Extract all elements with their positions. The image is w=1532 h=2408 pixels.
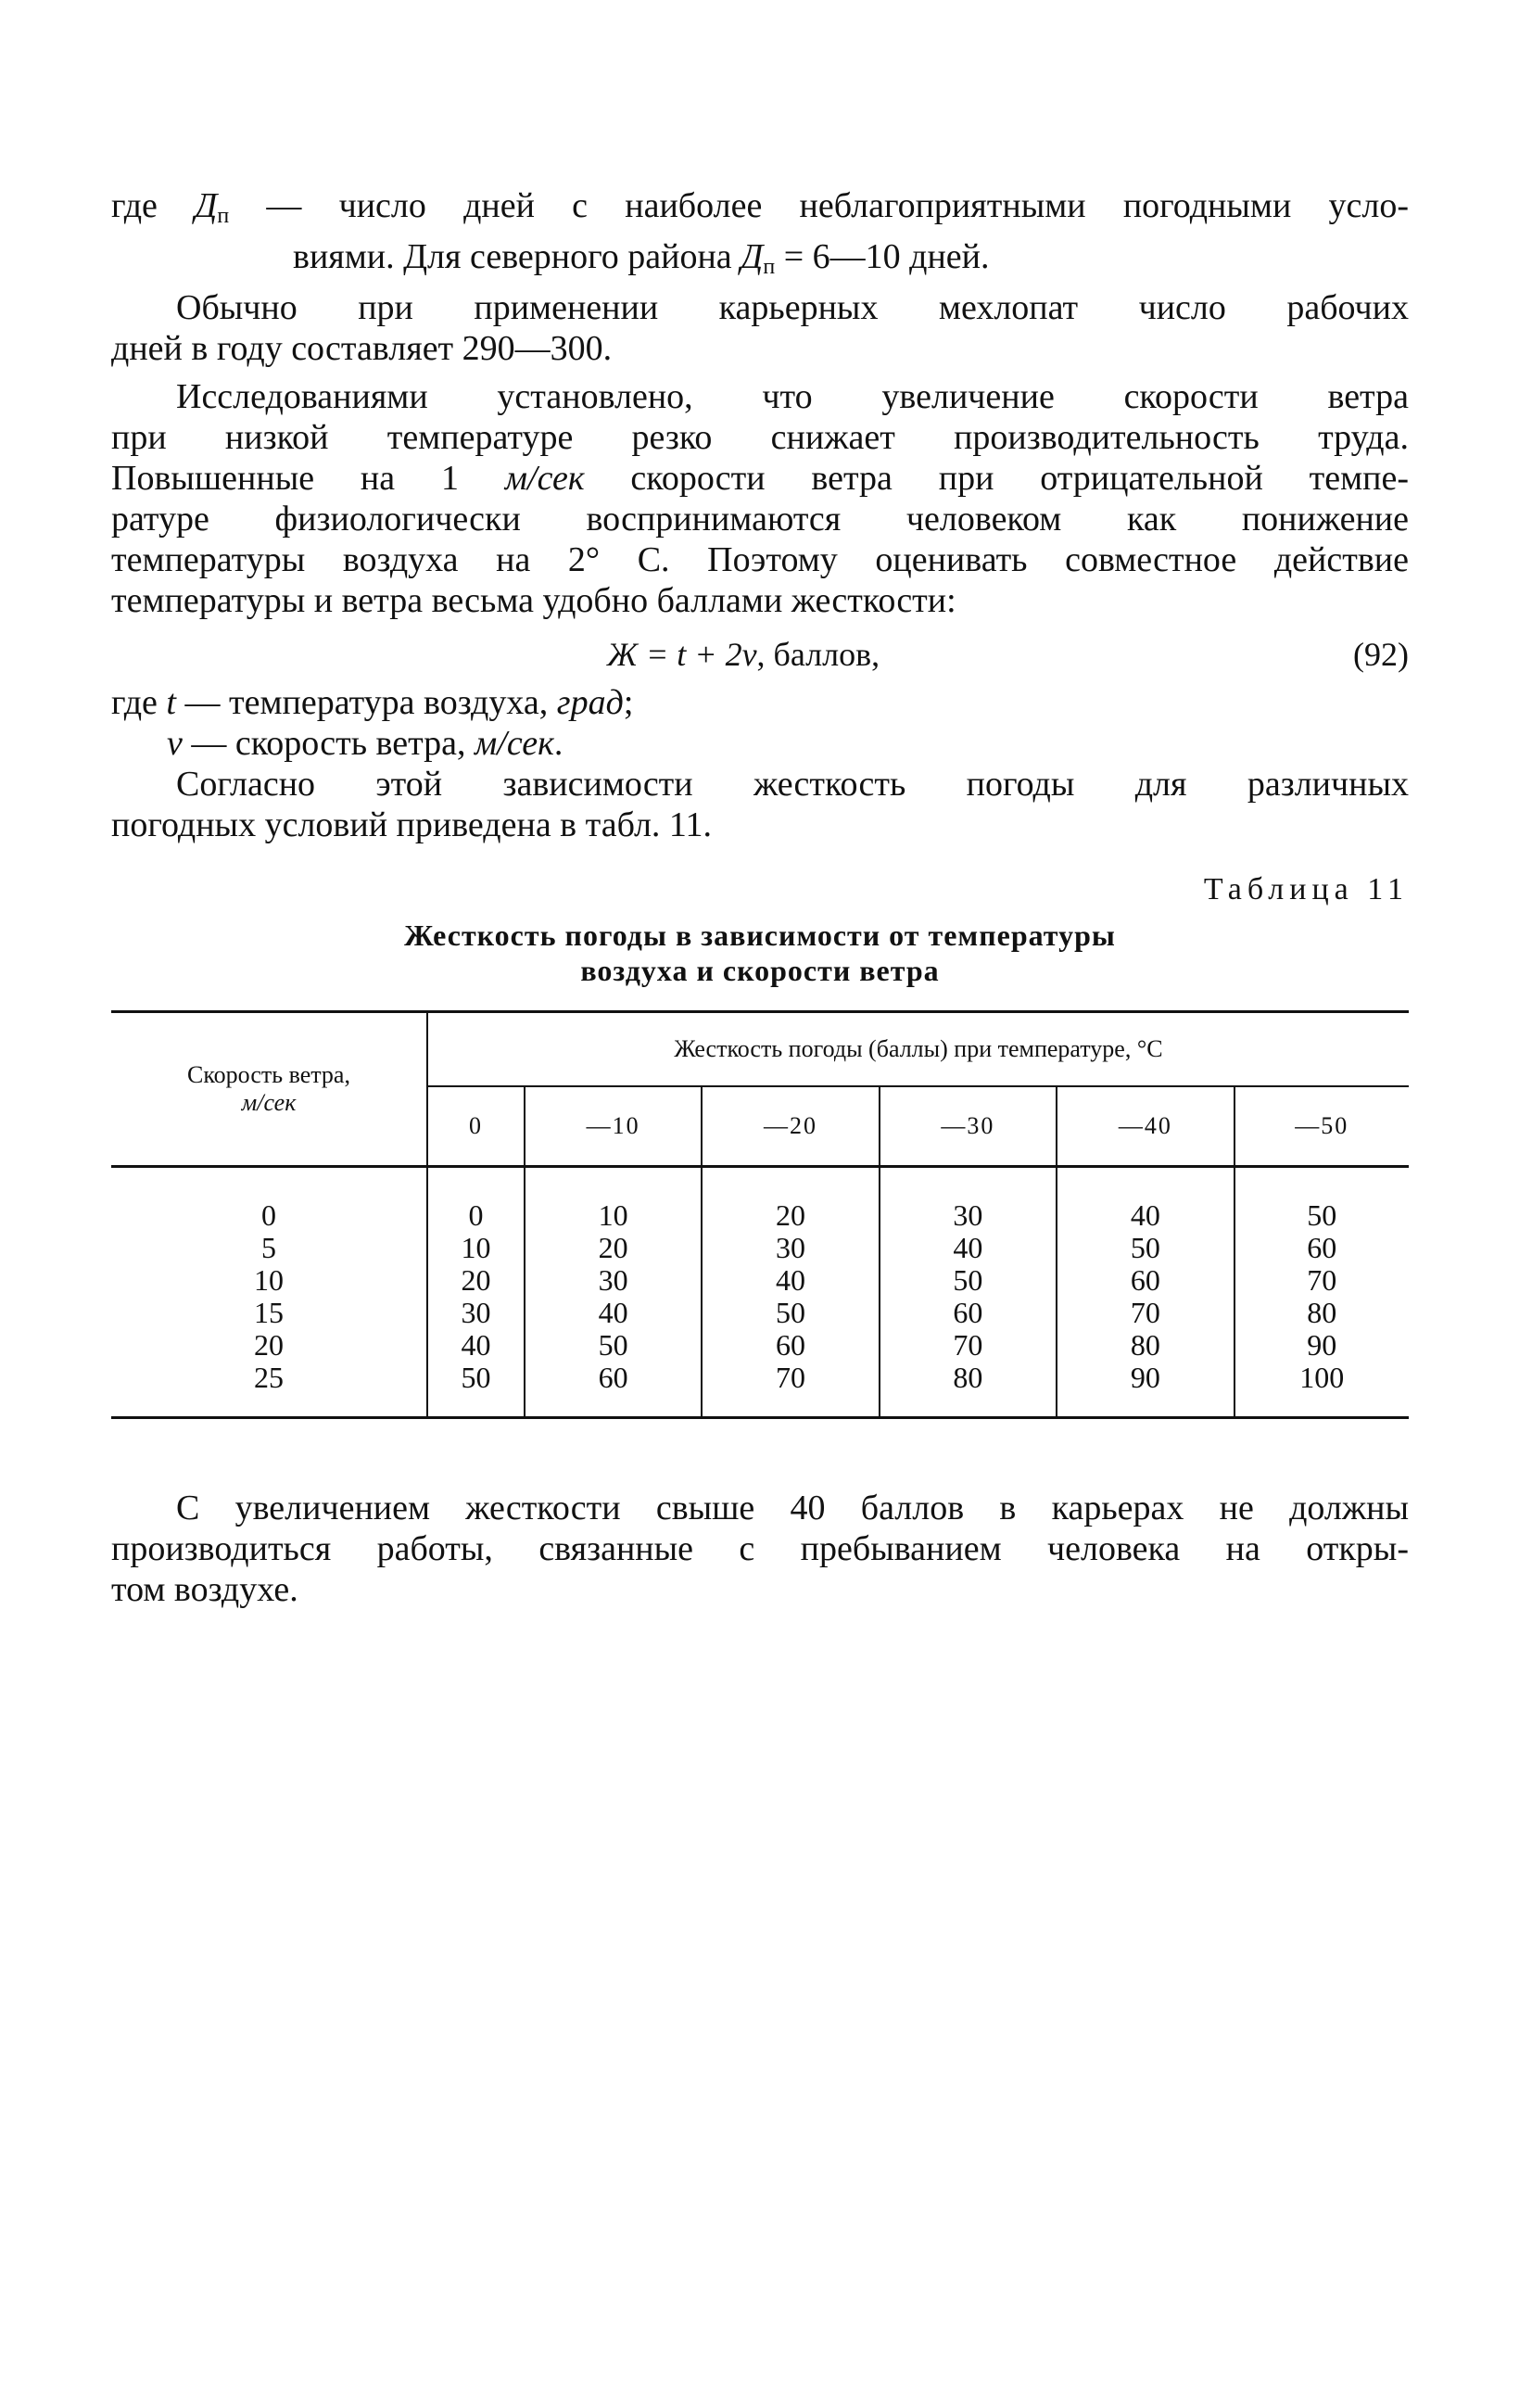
dp-definition-line1 [111, 185, 1409, 236]
table-row [111, 1329, 1409, 1362]
table-cell: 30 [525, 1264, 702, 1297]
table-cell: 80 [1307, 1296, 1337, 1329]
dp-symbol: $Д_п$ [195, 186, 230, 228]
table-cell: 40 [427, 1329, 525, 1362]
paragraph-2-line1: Обычно при применении карьерных мехлопат число рабочих [176, 288, 1409, 327]
paragraph-3-line6: температуры и ветра весьма удобно баллами жесткости: [111, 581, 956, 620]
cell-speed: 20 [111, 1329, 427, 1362]
table-cell: 80 [1057, 1329, 1234, 1362]
cell-speed: 25 [111, 1362, 427, 1418]
cell-speed: 10 [111, 1264, 427, 1297]
table-row [111, 1264, 1409, 1297]
where-t-line: где t — температура воздуха, град; [111, 683, 634, 722]
table-cell: 40 [525, 1297, 702, 1329]
text-fragment: = 6—10 дней. [775, 237, 990, 276]
table-cell: 60 [702, 1329, 879, 1362]
table-cell: 70 [702, 1362, 879, 1418]
cell-speed: 15 [111, 1297, 427, 1329]
table-cell: 20 [427, 1264, 525, 1297]
table-cell: 30 [702, 1232, 879, 1264]
table-cell: 40 [1057, 1167, 1234, 1233]
table-cell: 40 [880, 1232, 1057, 1264]
table-cell: 50 [1307, 1198, 1337, 1232]
header-wind-speed: Скорость ветра, м/сек [111, 1012, 427, 1167]
dp-symbol: $Д_п$ [741, 237, 776, 279]
table-cell: 20 [525, 1232, 702, 1264]
text-fragment: где [111, 186, 196, 225]
paragraph-5-line3: том воздухе. [111, 1570, 298, 1609]
table-cell: 50 [702, 1297, 879, 1329]
dp-definition-line2 [111, 236, 1409, 287]
table-cell: 50 [880, 1264, 1057, 1297]
unit-ms: м/сек [504, 459, 585, 498]
header-temp: —40 [1057, 1086, 1234, 1167]
table-title-line2: воздуха и скорости ветра [580, 954, 940, 987]
table-cell: 50 [1057, 1232, 1234, 1264]
cell-speed: 5 [111, 1232, 427, 1264]
text-fragment: — число дней с наиболее неблагоприятными погодными усло- [229, 186, 1409, 225]
wind-chill-table [111, 1010, 1409, 1419]
formula-number: (92) [1353, 636, 1409, 673]
paragraph-3-line4: ратуре физиологически воспринимаются человеком как понижение [111, 500, 1409, 539]
table-cell: 50 [525, 1329, 702, 1362]
table-cell: 30 [880, 1167, 1057, 1233]
header-hardness-group: Жесткость погоды (баллы) при температуре, °С [427, 1012, 1409, 1087]
table-caption: Таблица 11 [1203, 872, 1409, 906]
paragraph-2-line2: дней в году составляет 290—300. [111, 329, 613, 368]
formula-expression: Ж = t + 2v, баллов, [607, 636, 880, 673]
table-cell: 80 [880, 1362, 1057, 1418]
header-temp: —10 [525, 1086, 702, 1167]
table-cell: 90 [1057, 1362, 1234, 1418]
text-fragment: виями. Для северного района [293, 237, 741, 276]
table-row [111, 1167, 1409, 1233]
page-body [111, 185, 1409, 1610]
table-cell: 30 [427, 1297, 525, 1329]
formula-92 [111, 632, 1409, 677]
where-v-line: v — скорость ветра, м/сек. [167, 724, 563, 763]
table-cell: 10 [427, 1232, 525, 1264]
paragraph-3-line5: температуры воздуха на 2° С. Поэтому оценивать совместное действие [111, 540, 1409, 579]
table-cell: 60 [880, 1297, 1057, 1329]
table-row [111, 1362, 1409, 1418]
header-temp: —30 [880, 1086, 1057, 1167]
table-cell: 70 [1057, 1297, 1234, 1329]
paragraph-5-line1: С увеличением жесткости свыше 40 баллов в карьерах не должны [176, 1489, 1409, 1527]
header-temp: 0 [427, 1086, 525, 1167]
table-cell: 100 [1234, 1362, 1409, 1418]
table-cell: 20 [702, 1167, 879, 1233]
header-temp: —50 [1234, 1086, 1409, 1167]
paragraph-3-line1: Исследованиями установлено, что увеличение скорости ветра [176, 377, 1409, 416]
cell-speed: 0 [111, 1167, 427, 1233]
table-row [111, 1232, 1409, 1264]
table-title-line1: Жесткость погоды в зависимости от температуры [404, 919, 1116, 952]
table-row [111, 1297, 1409, 1329]
table-cell: 70 [880, 1329, 1057, 1362]
table-cell: 40 [702, 1264, 879, 1297]
header-temp: —20 [702, 1086, 879, 1167]
paragraph-3-line3: Повышенные на 1 м/сек скорости ветра при отрицательной темпе- [111, 459, 1409, 498]
paragraph-4-line2: погодных условий приведена в табл. 11. [111, 805, 713, 844]
table-cell: 0 [427, 1167, 525, 1233]
table-cell: 90 [1307, 1328, 1337, 1362]
paragraph-4-line1: Согласно этой зависимости жесткость погоды для различных [176, 765, 1409, 804]
table-cell: 60 [1307, 1231, 1337, 1264]
table-cell: 70 [1307, 1263, 1337, 1297]
table-cell: 50 [427, 1362, 525, 1418]
paragraph-5-line2: производиться работы, связанные с пребыванием человека на откры- [111, 1529, 1409, 1568]
table-cell: 60 [1057, 1264, 1234, 1297]
table-cell: 60 [525, 1362, 702, 1418]
table-cell: 10 [525, 1167, 702, 1233]
paragraph-3-line2: при низкой температуре резко снижает производительность труда. [111, 418, 1409, 457]
